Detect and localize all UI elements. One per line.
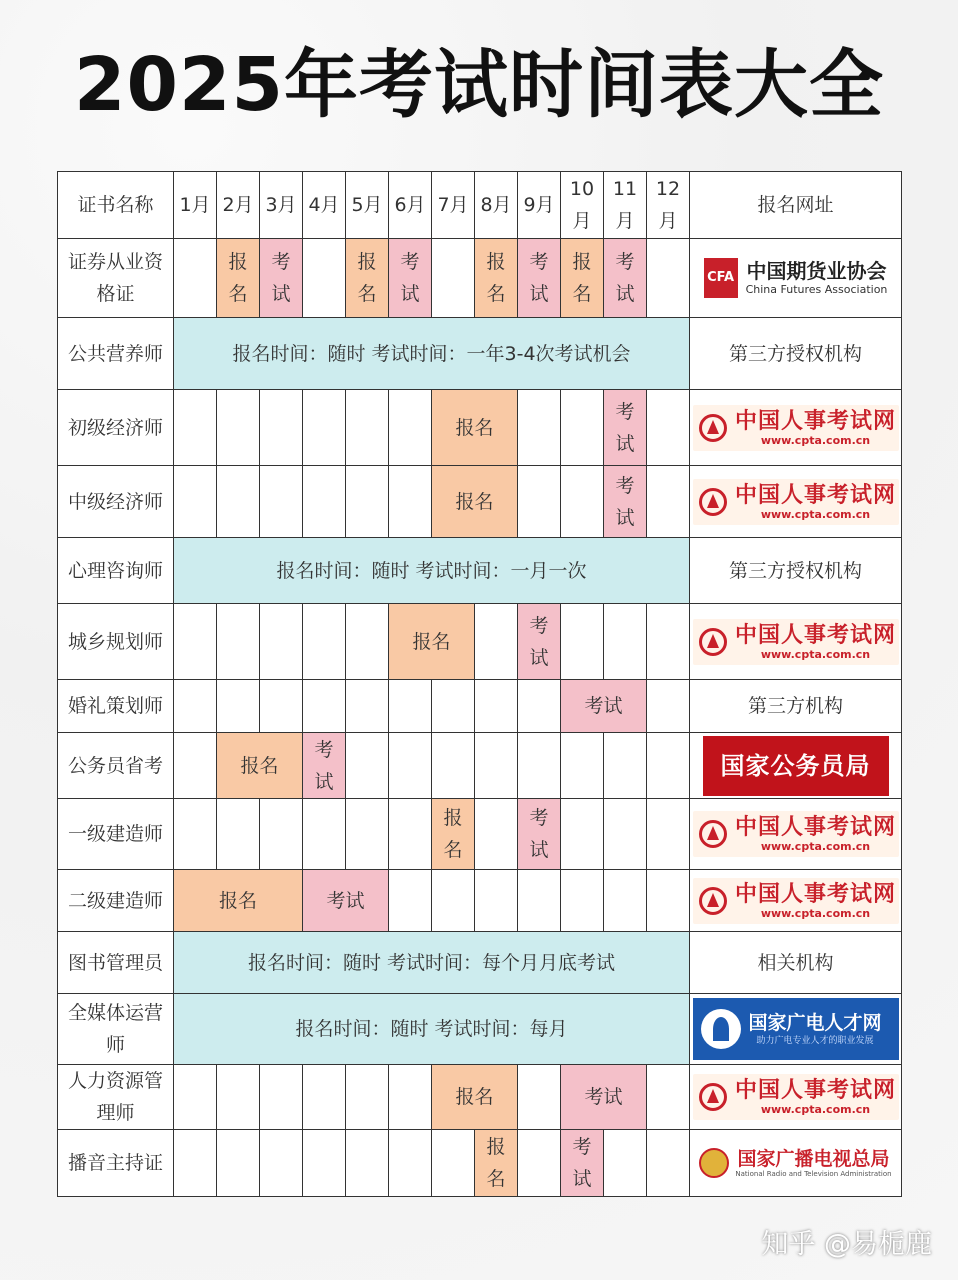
talent-site-slogan: 助力广电专业人才的职业发展 xyxy=(756,1036,874,1046)
cpta-emblem-icon xyxy=(699,820,727,848)
empty-cell xyxy=(260,680,303,733)
exam-cell xyxy=(260,239,303,318)
empty-cell xyxy=(174,1130,217,1197)
cpta-url: www.cpta.com.cn xyxy=(760,906,871,920)
cert-name: 人力资源管 理师 xyxy=(58,1065,174,1130)
empty-cell xyxy=(647,390,690,466)
header-month: 8月 xyxy=(475,172,518,239)
header-month: 5月 xyxy=(346,172,389,239)
register-cell xyxy=(217,239,260,318)
cert-name: 播音主持证 xyxy=(58,1130,174,1197)
empty-cell xyxy=(389,799,432,870)
header-month: 3月 xyxy=(260,172,303,239)
empty-cell xyxy=(217,799,260,870)
empty-cell xyxy=(217,604,260,680)
table-row xyxy=(58,733,902,799)
table-row xyxy=(58,390,902,466)
header-month: 9月 xyxy=(518,172,561,239)
empty-cell xyxy=(346,1065,389,1130)
cpta-logo xyxy=(693,479,899,525)
table-row xyxy=(58,538,902,604)
site-cell xyxy=(690,799,902,870)
schedule-band: 报名时间：随时 考试时间：每个月月底考试 xyxy=(174,932,690,994)
register-cell: 报名 xyxy=(432,1065,518,1130)
empty-cell xyxy=(604,604,647,680)
register-text: 报 名 xyxy=(486,1136,506,1190)
exam-text: 考 试 xyxy=(271,251,291,305)
header-month: 1月 xyxy=(174,172,217,239)
empty-cell xyxy=(174,799,217,870)
empty-cell xyxy=(346,680,389,733)
empty-cell xyxy=(432,680,475,733)
header-row xyxy=(58,172,902,239)
empty-cell xyxy=(389,680,432,733)
exam-text: 考 试 xyxy=(572,1136,592,1190)
exam-text: 考 试 xyxy=(529,614,549,669)
cpta-logo xyxy=(693,878,899,924)
site-cell xyxy=(690,390,902,466)
empty-cell xyxy=(561,733,604,799)
empty-cell xyxy=(260,1065,303,1130)
cpta-logo xyxy=(693,619,899,665)
site-cell: 第三方机构 xyxy=(690,680,902,733)
empty-cell xyxy=(260,390,303,466)
empty-cell xyxy=(432,870,475,932)
empty-cell xyxy=(174,390,217,466)
cert-name: 公务员省考 xyxy=(58,733,174,799)
cfa-english-name: China Futures Association xyxy=(745,283,888,296)
schedule-band: 报名时间：随时 考试时间：一月一次 xyxy=(174,538,690,604)
empty-cell xyxy=(432,239,475,318)
site-cell xyxy=(690,1065,902,1130)
site-cell: 第三方授权机构 xyxy=(690,538,902,604)
empty-cell xyxy=(518,1065,561,1130)
table-row xyxy=(58,318,902,390)
empty-cell xyxy=(389,733,432,799)
empty-cell xyxy=(303,604,346,680)
cpta-logo xyxy=(693,405,899,451)
register-text: 报 名 xyxy=(443,807,463,861)
empty-cell xyxy=(647,799,690,870)
cert-name: 图书管理员 xyxy=(58,932,174,994)
exam-cell xyxy=(604,390,647,466)
empty-cell xyxy=(518,1130,561,1197)
site-cell xyxy=(690,1130,902,1197)
exam-text: 考 试 xyxy=(400,251,420,305)
cert-name: 城乡规划师 xyxy=(58,604,174,680)
empty-cell xyxy=(561,466,604,538)
register-text: 报 名 xyxy=(228,251,248,305)
cert-name: 二级建造师 xyxy=(58,870,174,932)
empty-cell xyxy=(260,1130,303,1197)
cpta-url: www.cpta.com.cn xyxy=(760,433,871,447)
cert-name: 全媒体运营 师 xyxy=(58,994,174,1065)
empty-cell xyxy=(217,390,260,466)
talent-site-name: 国家广电人才网 xyxy=(748,1012,882,1034)
cfa-name: 中国期货业协会 xyxy=(746,259,887,283)
table-row xyxy=(58,1065,902,1130)
empty-cell xyxy=(647,680,690,733)
page-title: 2025年考试时间表大全 xyxy=(74,42,884,128)
site-cell xyxy=(690,733,902,799)
table-row xyxy=(58,799,902,870)
empty-cell xyxy=(174,680,217,733)
national-emblem-icon xyxy=(699,1148,729,1178)
empty-cell xyxy=(647,733,690,799)
cpta-emblem-icon xyxy=(699,1083,727,1111)
empty-cell xyxy=(518,390,561,466)
empty-cell xyxy=(346,390,389,466)
exam-text: 考 试 xyxy=(615,400,635,455)
header-month: 12月 xyxy=(647,172,690,239)
cfa-logo xyxy=(704,258,888,298)
schedule-band: 报名时间：随时 考试时间：一年3-4次考试机会 xyxy=(174,318,690,390)
empty-cell xyxy=(303,799,346,870)
register-cell: 报名 xyxy=(432,390,518,466)
header-month: 6月 xyxy=(389,172,432,239)
header-month: 4月 xyxy=(303,172,346,239)
empty-cell xyxy=(518,466,561,538)
empty-cell xyxy=(389,466,432,538)
exam-cell xyxy=(303,733,346,799)
cert-name: 一级建造师 xyxy=(58,799,174,870)
cert-name: 中级经济师 xyxy=(58,466,174,538)
empty-cell xyxy=(346,466,389,538)
cpta-emblem-icon xyxy=(699,488,727,516)
site-cell: 相关机构 xyxy=(690,932,902,994)
empty-cell xyxy=(604,870,647,932)
exam-text: 考 试 xyxy=(615,474,635,529)
empty-cell xyxy=(174,239,217,318)
exam-cell xyxy=(518,799,561,870)
register-cell xyxy=(561,239,604,318)
empty-cell xyxy=(475,733,518,799)
empty-cell xyxy=(217,466,260,538)
exam-cell xyxy=(518,604,561,680)
register-cell xyxy=(475,239,518,318)
empty-cell xyxy=(303,390,346,466)
nrta-english-name: National Radio and Television Administration xyxy=(735,1169,892,1178)
empty-cell xyxy=(389,870,432,932)
cpta-url: www.cpta.com.cn xyxy=(760,647,871,661)
empty-cell xyxy=(217,680,260,733)
empty-cell xyxy=(475,604,518,680)
site-cell xyxy=(690,604,902,680)
site-cell xyxy=(690,466,902,538)
empty-cell xyxy=(432,733,475,799)
nrta-name: 国家广播电视总局 xyxy=(737,1147,890,1170)
exam-text: 考 试 xyxy=(615,251,635,305)
exam-cell xyxy=(389,239,432,318)
empty-cell xyxy=(475,870,518,932)
empty-cell xyxy=(174,1065,217,1130)
empty-cell xyxy=(174,604,217,680)
exam-cell: 考试 xyxy=(303,870,389,932)
empty-cell xyxy=(217,1130,260,1197)
exam-cell: 考试 xyxy=(561,1065,647,1130)
table-row xyxy=(58,239,902,318)
empty-cell xyxy=(303,239,346,318)
watermark: 知乎 @易栀鹿 xyxy=(761,1229,932,1260)
site-cell xyxy=(690,870,902,932)
cfa-mark-icon: CFA xyxy=(704,258,738,298)
empty-cell xyxy=(303,1065,346,1130)
header-month: 10月 xyxy=(561,172,604,239)
exam-text: 考 试 xyxy=(314,738,334,793)
civil-service-logo: 国家公务员局 xyxy=(703,736,889,796)
header-site: 报名网址 xyxy=(690,172,902,239)
cpta-name: 中国人事考试网 xyxy=(734,408,896,434)
empty-cell xyxy=(346,733,389,799)
empty-cell xyxy=(604,799,647,870)
cpta-emblem-icon xyxy=(699,887,727,915)
table-row xyxy=(58,932,902,994)
empty-cell xyxy=(389,1065,432,1130)
cpta-url: www.cpta.com.cn xyxy=(760,840,871,853)
empty-cell xyxy=(260,799,303,870)
cert-name: 初级经济师 xyxy=(58,390,174,466)
register-text: 报 名 xyxy=(357,251,377,305)
empty-cell xyxy=(174,466,217,538)
register-cell xyxy=(475,1130,518,1197)
empty-cell xyxy=(303,680,346,733)
empty-cell xyxy=(389,1130,432,1197)
cpta-url: www.cpta.com.cn xyxy=(760,507,871,521)
register-cell: 报名 xyxy=(174,870,303,932)
exam-cell xyxy=(518,239,561,318)
empty-cell xyxy=(346,604,389,680)
header-month: 2月 xyxy=(217,172,260,239)
register-cell: 报名 xyxy=(389,604,475,680)
exam-cell xyxy=(604,466,647,538)
table-row xyxy=(58,466,902,538)
empty-cell xyxy=(346,799,389,870)
empty-cell xyxy=(518,680,561,733)
cert-name: 婚礼策划师 xyxy=(58,680,174,733)
empty-cell xyxy=(303,466,346,538)
empty-cell xyxy=(518,733,561,799)
register-text: 报 名 xyxy=(572,251,592,305)
table-row xyxy=(58,680,902,733)
empty-cell xyxy=(647,1065,690,1130)
empty-cell xyxy=(260,466,303,538)
exam-text: 考 试 xyxy=(529,251,549,305)
radio-tv-talent-logo xyxy=(693,998,899,1060)
exam-cell xyxy=(561,1130,604,1197)
empty-cell xyxy=(389,390,432,466)
empty-cell xyxy=(432,1130,475,1197)
empty-cell xyxy=(647,604,690,680)
empty-cell xyxy=(561,604,604,680)
empty-cell xyxy=(217,1065,260,1130)
register-text: 报 名 xyxy=(486,251,506,305)
empty-cell xyxy=(303,1130,346,1197)
cpta-name: 中国人事考试网 xyxy=(734,1078,896,1103)
cert-name: 公共营养师 xyxy=(58,318,174,390)
cpta-name: 中国人事考试网 xyxy=(734,881,896,907)
cpta-emblem-icon xyxy=(699,414,727,442)
cpta-name: 中国人事考试网 xyxy=(734,482,896,508)
empty-cell xyxy=(647,1130,690,1197)
empty-cell xyxy=(604,733,647,799)
empty-cell xyxy=(561,390,604,466)
schedule-band: 报名时间：随时 考试时间：每月 xyxy=(174,994,690,1065)
cert-name: 证券从业资 格证 xyxy=(58,239,174,318)
empty-cell xyxy=(475,680,518,733)
table-row xyxy=(58,604,902,680)
header-name: 证书名称 xyxy=(58,172,174,239)
register-cell xyxy=(346,239,389,318)
table-row xyxy=(58,1130,902,1197)
table-row xyxy=(58,870,902,932)
empty-cell xyxy=(561,870,604,932)
empty-cell xyxy=(174,733,217,799)
empty-cell xyxy=(647,239,690,318)
cpta-logo xyxy=(693,1074,899,1120)
cert-name: 心理咨询师 xyxy=(58,538,174,604)
cpta-url: www.cpta.com.cn xyxy=(760,1103,871,1116)
register-cell: 报名 xyxy=(217,733,303,799)
cpta-name: 中国人事考试网 xyxy=(734,622,896,648)
exam-cell xyxy=(604,239,647,318)
cpta-name: 中国人事考试网 xyxy=(734,815,896,840)
register-cell: 报名 xyxy=(432,466,518,538)
cpta-emblem-icon xyxy=(699,628,727,656)
empty-cell xyxy=(260,604,303,680)
site-cell xyxy=(690,994,902,1065)
talent-emblem-icon xyxy=(701,1009,741,1049)
exam-schedule-table xyxy=(57,171,902,1197)
register-cell xyxy=(432,799,475,870)
cpta-logo xyxy=(693,811,899,857)
empty-cell xyxy=(647,870,690,932)
empty-cell xyxy=(346,1130,389,1197)
empty-cell xyxy=(475,799,518,870)
header-month: 7月 xyxy=(432,172,475,239)
exam-cell: 考试 xyxy=(561,680,647,733)
site-cell: 第三方授权机构 xyxy=(690,318,902,390)
empty-cell xyxy=(647,466,690,538)
table-row xyxy=(58,994,902,1065)
empty-cell xyxy=(561,799,604,870)
header-month: 11月 xyxy=(604,172,647,239)
empty-cell xyxy=(604,1130,647,1197)
site-cell xyxy=(690,239,902,318)
exam-text: 考 试 xyxy=(529,807,549,861)
empty-cell xyxy=(518,870,561,932)
nrta-logo xyxy=(699,1148,891,1179)
